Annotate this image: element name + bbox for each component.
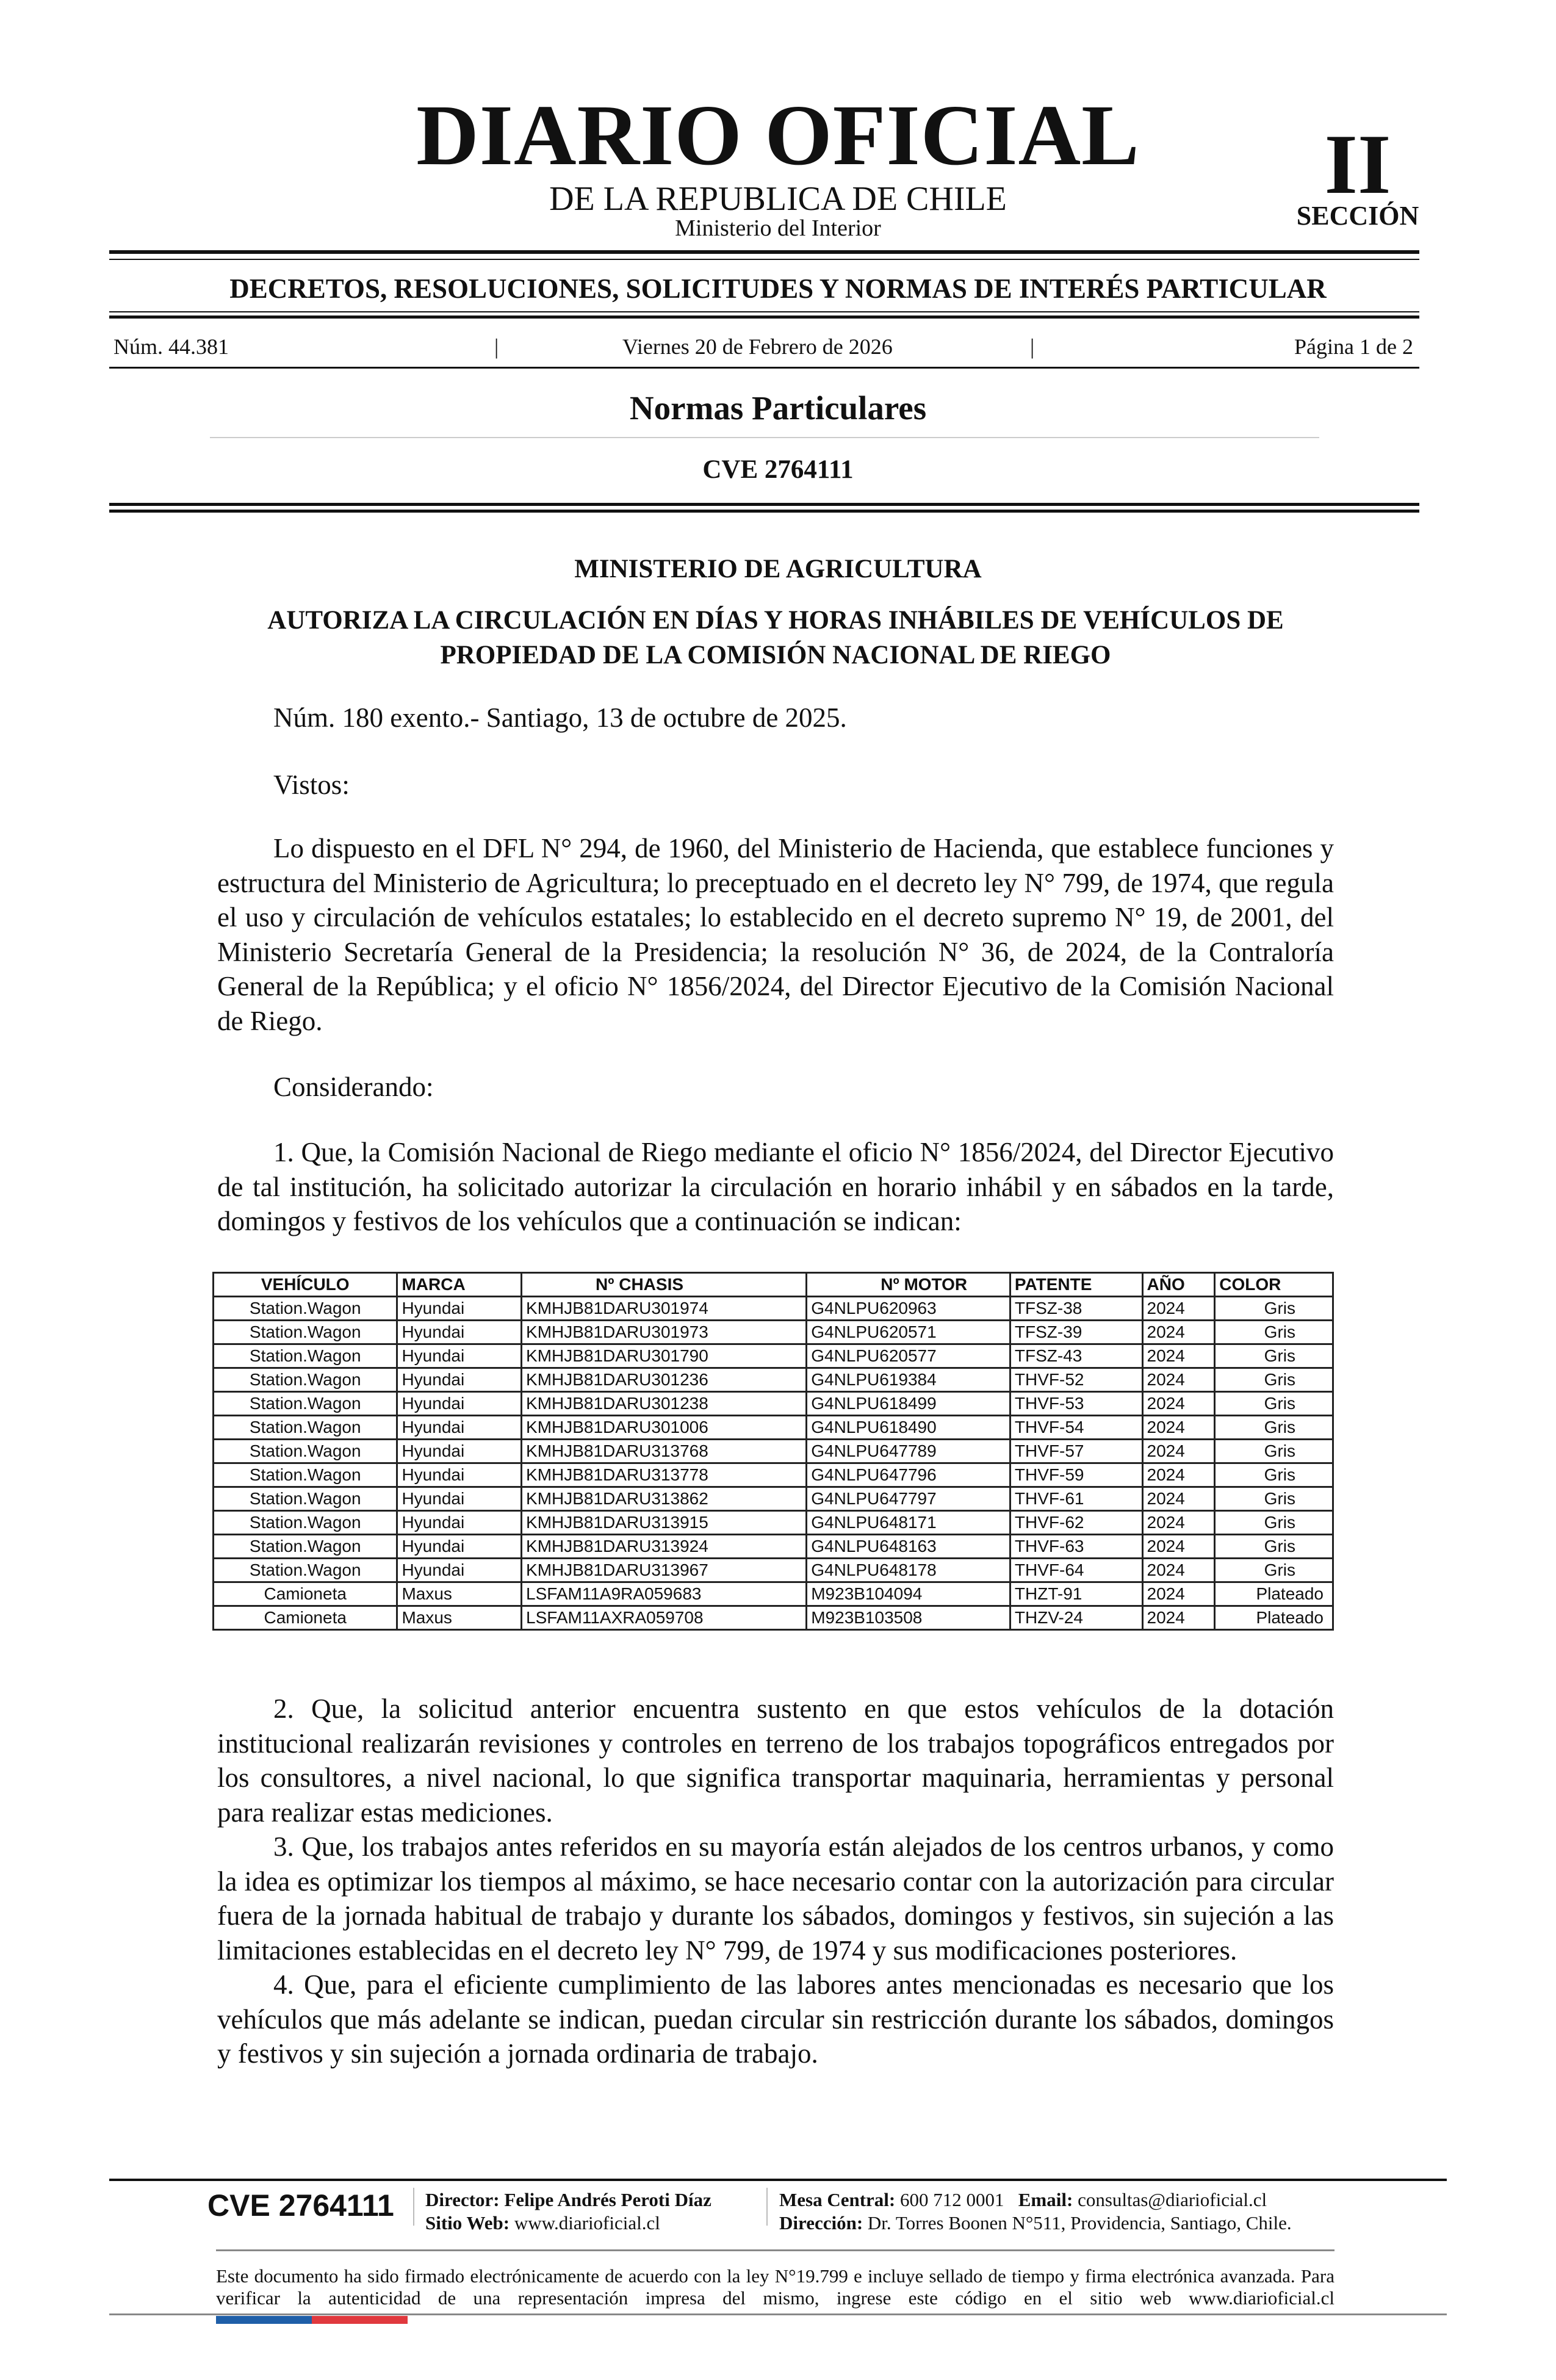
table-cell: 2024	[1142, 1535, 1215, 1559]
table-cell: G4NLPU620577	[807, 1344, 1010, 1368]
ministry-label: Ministerio del Interior	[675, 215, 881, 241]
table-row	[214, 1416, 1333, 1440]
table-row	[214, 1297, 1333, 1321]
table-row	[214, 1344, 1333, 1368]
table-cell: Station.Wagon	[214, 1440, 397, 1463]
table-cell: THVF-57	[1010, 1440, 1142, 1463]
table-cell: KMHJB81DARU313924	[522, 1535, 807, 1559]
table-cell: Gris	[1215, 1440, 1333, 1463]
column-header: AÑO	[1142, 1273, 1215, 1297]
table-cell: Hyundai	[397, 1559, 522, 1582]
table-cell: KMHJB81DARU313768	[522, 1440, 807, 1463]
divider	[210, 437, 1319, 438]
table-cell: G4NLPU648171	[807, 1511, 1010, 1535]
table-cell: Station.Wagon	[214, 1559, 397, 1582]
table-cell: Gris	[1215, 1463, 1333, 1487]
page-indicator: Página 1 de 2	[1294, 334, 1413, 359]
table-cell: 2024	[1142, 1559, 1215, 1582]
table-cell: THVF-64	[1010, 1559, 1142, 1582]
issue-date: Viernes 20 de Febrero de 2026	[622, 334, 893, 359]
column-header: MARCA	[397, 1273, 522, 1297]
issuing-ministry: MINISTERIO DE AGRICULTURA	[574, 555, 982, 583]
table-cell: LSFAM11AXRA059708	[522, 1606, 807, 1630]
table-cell: M923B104094	[807, 1582, 1010, 1606]
table-row	[214, 1321, 1333, 1344]
table-cell: KMHJB81DARU313967	[522, 1559, 807, 1582]
table-cell: Plateado	[1215, 1606, 1333, 1630]
table-cell: G4NLPU618490	[807, 1416, 1010, 1440]
table-cell: 2024	[1142, 1606, 1215, 1630]
label: Director:	[425, 2189, 500, 2210]
document-title: AUTORIZA LA CIRCULACIÓN EN DÍAS Y HORAS INHÁBILES DE VEHÍCULOS DE PROPIEDAD DE LA COMISIÓN NACIONAL DE RIEGO	[267, 606, 1284, 669]
table-cell: KMHJB81DARU301790	[522, 1344, 807, 1368]
divider	[109, 311, 1419, 312]
table-row	[214, 1440, 1333, 1463]
table-cell: 2024	[1142, 1344, 1215, 1368]
table-cell: KMHJB81DARU313915	[522, 1511, 807, 1535]
table-cell: Hyundai	[397, 1487, 522, 1511]
table-cell: TFSZ-43	[1010, 1344, 1142, 1368]
footer-cve: CVE 2764111	[207, 2188, 394, 2223]
table-cell: KMHJB81DARU313778	[522, 1463, 807, 1487]
cve-code: CVE 2764111	[702, 455, 854, 484]
intro-text: Núm. 180 exento.- Santiago, 13 de octubre de 2025.	[273, 702, 847, 733]
table-cell: 2024	[1142, 1440, 1215, 1463]
considerando-label	[217, 1070, 1334, 1105]
table-row	[214, 1582, 1333, 1606]
divider	[109, 2179, 1447, 2181]
divider	[109, 316, 1419, 319]
table-cell: Gris	[1215, 1535, 1333, 1559]
considerando-heading: Considerando:	[273, 1072, 434, 1102]
table-cell: Gris	[1215, 1416, 1333, 1440]
paragraph-text: 3. Que, los trabajos antes referidos en su mayoría están alejados de los centros urbanos, y como la idea es optimizar los tiempos al máximo, se hace necesario contar con la autorización para circular fuera de la jornada habitual de trabajo y durante los sábados, domingos y festivos, sin sujeción a las limitaciones establecidas en el decreto ley N° 799, de 1974 y sus modificaciones posteriores.	[217, 1831, 1334, 1966]
column-header: Nº MOTOR	[807, 1273, 1010, 1297]
table-cell: Hyundai	[397, 1511, 522, 1535]
issue-number: Núm. 44.381	[113, 334, 229, 359]
divider	[109, 367, 1419, 369]
vehicles-table	[212, 1272, 1334, 1631]
table-cell: THVF-62	[1010, 1511, 1142, 1535]
website-line	[425, 2212, 660, 2235]
table-cell: 2024	[1142, 1368, 1215, 1392]
table-cell: KMHJB81DARU301974	[522, 1297, 807, 1321]
table-cell: G4NLPU620571	[807, 1321, 1010, 1344]
table-cell: Maxus	[397, 1582, 522, 1606]
table-cell: Hyundai	[397, 1368, 522, 1392]
table-cell: KMHJB81DARU301006	[522, 1416, 807, 1440]
table-cell: THVF-52	[1010, 1368, 1142, 1392]
email-link[interactable]: consultas@diarioficial.cl	[1078, 2189, 1267, 2210]
table-cell: Station.Wagon	[214, 1368, 397, 1392]
table-cell: 2024	[1142, 1463, 1215, 1487]
address: Dr. Torres Boonen N°511, Providencia, Santiago, Chile.	[867, 2212, 1292, 2234]
table-cell: 2024	[1142, 1487, 1215, 1511]
table-cell: Gris	[1215, 1368, 1333, 1392]
table-header-row	[214, 1273, 1333, 1297]
address-line	[779, 2212, 1292, 2235]
table-cell: Station.Wagon	[214, 1511, 397, 1535]
section-label: SECCIÓN	[1296, 201, 1419, 231]
paragraph-text: 4. Que, para el eficiente cumplimiento de las labores antes mencionadas es necesario que los vehículos que más adelante se indican, puedan circular sin restricción durante los sábados, domingos y festivos y sin sujeción a jornada ordinaria de trabajo.	[217, 1969, 1334, 2069]
section-band: DECRETOS, RESOLUCIONES, SOLICITUDES Y NORMAS DE INTERÉS PARTICULAR	[229, 273, 1327, 304]
label: Sitio Web:	[425, 2212, 510, 2234]
considerandos-2-4	[217, 1692, 1334, 2071]
table-cell: THVF-53	[1010, 1392, 1142, 1416]
table-row	[214, 1559, 1333, 1582]
table-cell: Maxus	[397, 1606, 522, 1630]
director-name: Felipe Andrés Peroti Díaz	[504, 2189, 711, 2210]
table-cell: 2024	[1142, 1392, 1215, 1416]
table-cell: Hyundai	[397, 1463, 522, 1487]
table-cell: G4NLPU620963	[807, 1297, 1010, 1321]
column-header: Nº CHASIS	[522, 1273, 807, 1297]
paragraph-text: 2. Que, la solicitud anterior encuentra sustento en que estos vehículos de la dotación institucional realizarán revisiones y controles en terreno de los trabajos topográficos entregados por los consultores, a nivel nacional, lo que significa transportar maquinaria, herramientas y personal para realizar estas mediciones.	[217, 1693, 1334, 1828]
table-cell: KMHJB81DARU301238	[522, 1392, 807, 1416]
table-cell: 2024	[1142, 1297, 1215, 1321]
table-cell: Camioneta	[214, 1582, 397, 1606]
table-cell: 2024	[1142, 1321, 1215, 1344]
director-line	[425, 2188, 711, 2212]
table-row	[214, 1463, 1333, 1487]
table-cell: KMHJB81DARU313862	[522, 1487, 807, 1511]
divider	[413, 2188, 414, 2226]
separator: |	[1030, 334, 1035, 359]
newspaper-subtitle: DE LA REPUBLICA DE CHILE	[549, 180, 1007, 218]
table-row	[214, 1535, 1333, 1559]
table-cell: Station.Wagon	[214, 1535, 397, 1559]
table-cell: THVF-59	[1010, 1463, 1142, 1487]
table-cell: Gris	[1215, 1321, 1333, 1344]
label: Email:	[1018, 2189, 1073, 2210]
table-cell: THZV-24	[1010, 1606, 1142, 1630]
table-cell: Station.Wagon	[214, 1487, 397, 1511]
table-cell: Station.Wagon	[214, 1321, 397, 1344]
table-cell: TFSZ-39	[1010, 1321, 1142, 1344]
label: Dirección:	[779, 2212, 863, 2234]
table-cell: Station.Wagon	[214, 1416, 397, 1440]
table-cell: THZT-91	[1010, 1582, 1142, 1606]
column-header: VEHÍCULO	[214, 1273, 397, 1297]
divider	[109, 2313, 1447, 2315]
table-cell: Hyundai	[397, 1535, 522, 1559]
signature-disclaimer: Este documento ha sido firmado electrónicamente de acuerdo con la ley N°19.799 e incluye sellado de tiempo y firma electrónica avanzada. Para verificar la autenticidad de una representación impresa del mismo, ingrese este código en el sitio web www.diarioficial.cl	[216, 2265, 1334, 2309]
table-row	[214, 1368, 1333, 1392]
table-cell: 2024	[1142, 1416, 1215, 1440]
table-cell: LSFAM11A9RA059683	[522, 1582, 807, 1606]
divider	[109, 503, 1419, 506]
table-cell: KMHJB81DARU301973	[522, 1321, 807, 1344]
divider	[216, 2249, 1334, 2251]
newspaper-title: DIARIO OFICIAL	[416, 87, 1140, 183]
table-cell: Gris	[1215, 1344, 1333, 1368]
separator: |	[494, 334, 499, 359]
vistos-text: Lo dispuesto en el DFL N° 294, de 1960, del Ministerio de Hacienda, que establece funciones y estructura del Ministerio de Agricultura; lo preceptuado en el decreto ley N° 799, de 1974, que regula el uso y circulación de vehículos estatales; lo establecido en el decreto supremo N° 19, de 2001, del Ministerio Secretaría General de la Presidencia; la resolución N° 36, de 2024, de la Contraloría General de la República; y el oficio N° 1856/2024, del Director Ejecutivo de la Comisión Nacional de Riego.	[217, 833, 1334, 1036]
paragraph-text: 1. Que, la Comisión Nacional de Riego mediante el oficio N° 1856/2024, del Director Ejecutivo de tal institución, ha solicitado autorizar la circulación en horario inhábil y en sábados en la tarde, domingos y festivos de los vehículos que a continuación se indican:	[217, 1137, 1334, 1236]
table-cell: Hyundai	[397, 1392, 522, 1416]
table-cell: Station.Wagon	[214, 1392, 397, 1416]
table-cell: G4NLPU648178	[807, 1559, 1010, 1582]
table-cell: 2024	[1142, 1582, 1215, 1606]
category-title: Normas Particulares	[629, 389, 927, 427]
table-cell: THVF-63	[1010, 1535, 1142, 1559]
table-cell: Station.Wagon	[214, 1297, 397, 1321]
flag-stripe-blue	[216, 2316, 312, 2324]
table-cell: Hyundai	[397, 1416, 522, 1440]
divider	[766, 2188, 768, 2226]
vistos-label	[217, 768, 1334, 802]
website-link[interactable]: www.diarioficial.cl	[514, 2212, 660, 2234]
table-cell: Station.Wagon	[214, 1344, 397, 1368]
table-cell: KMHJB81DARU301236	[522, 1368, 807, 1392]
table-row	[214, 1392, 1333, 1416]
table-cell: G4NLPU648163	[807, 1535, 1010, 1559]
table-cell: Hyundai	[397, 1440, 522, 1463]
table-cell: G4NLPU647789	[807, 1440, 1010, 1463]
table-cell: Gris	[1215, 1559, 1333, 1582]
table-cell: 2024	[1142, 1511, 1215, 1535]
divider	[109, 250, 1419, 254]
table-cell: TFSZ-38	[1010, 1297, 1142, 1321]
table-cell: Gris	[1215, 1297, 1333, 1321]
decree-intro	[217, 701, 1334, 735]
considerando-1	[217, 1135, 1334, 1239]
divider	[109, 510, 1419, 513]
table-cell: M923B103508	[807, 1606, 1010, 1630]
phone: 600 712 0001	[900, 2189, 1004, 2210]
table-cell: Camioneta	[214, 1606, 397, 1630]
table-cell: Gris	[1215, 1511, 1333, 1535]
table-cell: G4NLPU647797	[807, 1487, 1010, 1511]
table-cell: Hyundai	[397, 1297, 522, 1321]
table-cell: Station.Wagon	[214, 1463, 397, 1487]
vistos-paragraph	[217, 831, 1334, 1038]
table-cell: Plateado	[1215, 1582, 1333, 1606]
table-cell: THVF-61	[1010, 1487, 1142, 1511]
table-cell: THVF-54	[1010, 1416, 1142, 1440]
table-row	[214, 1511, 1333, 1535]
table-cell: G4NLPU618499	[807, 1392, 1010, 1416]
table-cell: Hyundai	[397, 1344, 522, 1368]
table-row	[214, 1487, 1333, 1511]
table-cell: Gris	[1215, 1392, 1333, 1416]
flag-stripe-red	[312, 2316, 408, 2324]
label: Mesa Central:	[779, 2189, 896, 2210]
table-cell: Hyundai	[397, 1321, 522, 1344]
table-cell: G4NLPU647796	[807, 1463, 1010, 1487]
table-cell: Gris	[1215, 1487, 1333, 1511]
section-number: II	[1324, 117, 1391, 212]
table-cell: G4NLPU619384	[807, 1368, 1010, 1392]
table-row	[214, 1606, 1333, 1630]
column-header: PATENTE	[1010, 1273, 1142, 1297]
contact-line	[779, 2188, 1267, 2212]
column-header: COLOR	[1215, 1273, 1333, 1297]
divider	[109, 259, 1419, 260]
vistos-heading: Vistos:	[273, 770, 350, 800]
